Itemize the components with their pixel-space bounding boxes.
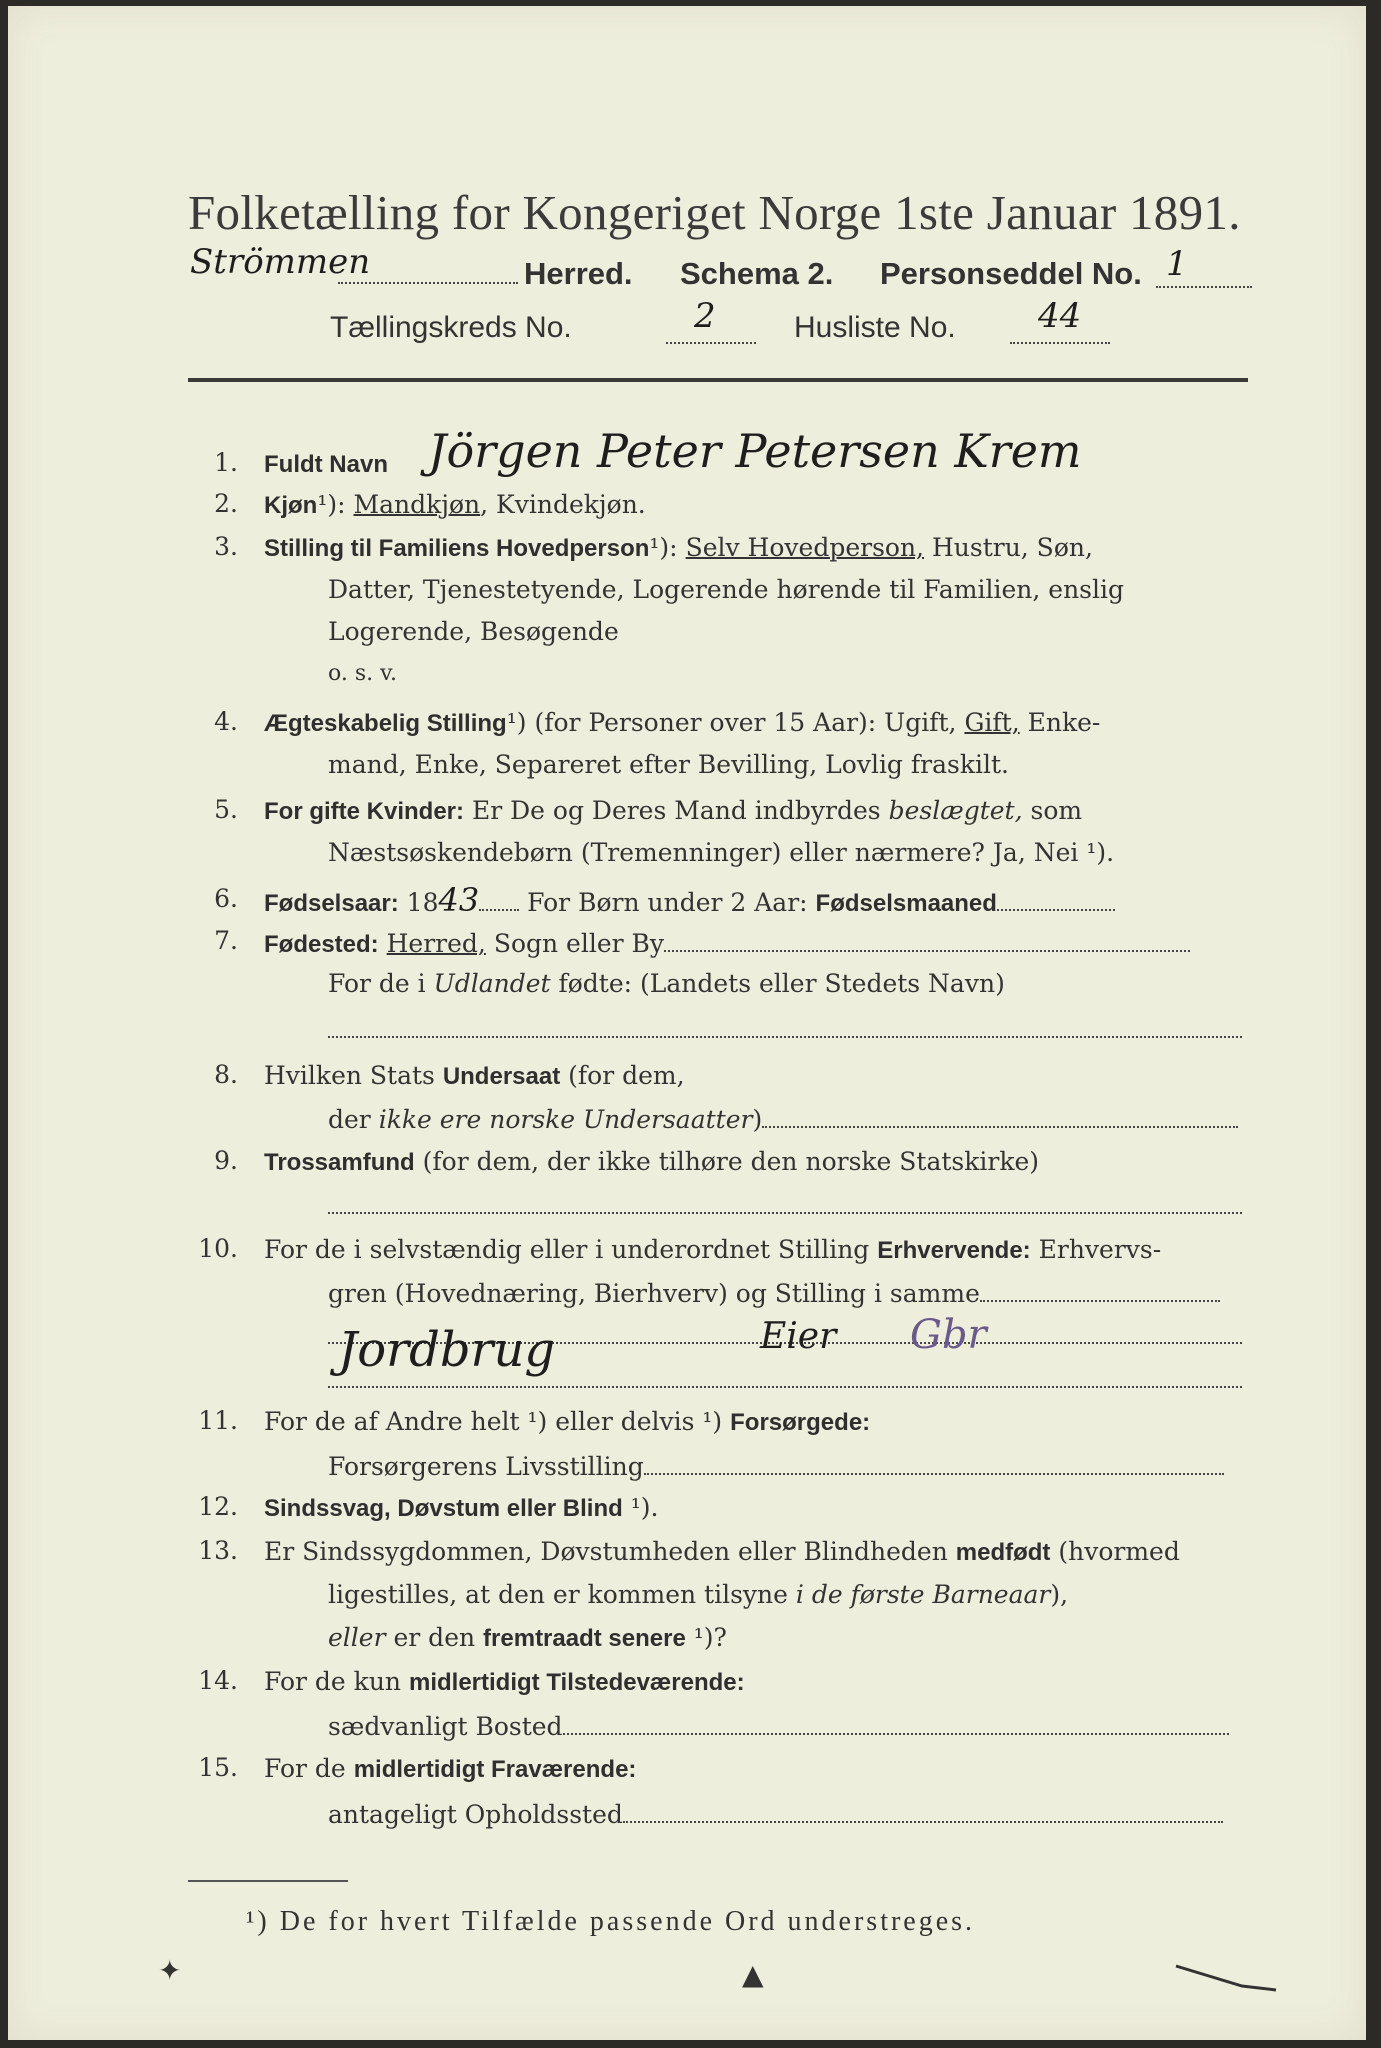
item-number: 4. — [214, 707, 238, 736]
item-number: 10. — [198, 1234, 238, 1263]
item-4-question — [264, 707, 1100, 740]
dotted-line — [980, 1276, 1220, 1302]
question-text: Erhvervs- — [1030, 1235, 1162, 1264]
personseddel-no-handwritten: 1 — [1166, 244, 1188, 284]
question-text: sædvanligt Bosted — [328, 1712, 563, 1741]
item-number: 15. — [198, 1753, 238, 1782]
birthplace-label: Fødested: — [264, 931, 379, 958]
item-13-line-2 — [328, 1579, 1068, 1611]
footnote-rule — [188, 1880, 348, 1882]
occupation-code-handwritten: Gbr — [910, 1312, 987, 1358]
abroad-italic: Udlandet — [433, 969, 551, 998]
footnote-ref: ¹): — [317, 490, 354, 519]
marital-status-label: Ægteskabelig Stilling — [264, 710, 507, 737]
item-number: 2. — [214, 489, 238, 518]
dotted-line — [762, 1102, 1238, 1128]
question-text: gren (Hovednæring, Bierhverv) og Stilling i samme — [328, 1279, 980, 1308]
item-number: 12. — [198, 1492, 238, 1521]
item-10-line-2 — [328, 1276, 1220, 1310]
husliste-label: Husliste No. — [794, 311, 956, 344]
options-text: Enke- — [1019, 708, 1101, 737]
option-female: , Kvindekjøn. — [480, 490, 646, 519]
congenital-label: medfødt — [955, 1539, 1051, 1566]
kreds-line — [666, 342, 756, 344]
question-text: Hvilken Stats — [264, 1061, 443, 1090]
item-number: 9. — [214, 1146, 238, 1175]
item-13-question — [264, 1536, 1180, 1569]
option-male-underlined: Mandkjøn — [353, 490, 481, 519]
item-2-question — [264, 489, 646, 522]
dotted-line — [563, 1709, 1229, 1735]
options-text: Sogn eller By — [485, 929, 665, 958]
dotted-line — [328, 1036, 1242, 1038]
question-text: ), — [1050, 1580, 1069, 1609]
options-text: ¹) (for Personer over 15 Aar): Ugift, — [506, 708, 965, 737]
municipality-handwritten: Strömmen — [190, 242, 371, 282]
dotted-line — [997, 885, 1115, 911]
item-15-line-2 — [328, 1797, 1223, 1831]
early-years-italic: i de første Barneaar — [795, 1580, 1051, 1609]
header-rule — [188, 378, 1248, 382]
dotted-line — [644, 1449, 1224, 1475]
temporarily-absent-label: midlertidigt Fraværende: — [353, 1756, 637, 1783]
item-3-line-2: Datter, Tjenestetyende, Logerende hørende til Familien, enslig — [328, 575, 1125, 604]
item-14-question — [264, 1666, 745, 1699]
question-text: Er Sindssygdommen, Døvstumheden eller Blindheden — [264, 1537, 956, 1566]
question-text: ) — [752, 1105, 763, 1134]
options-text: Hustru, Søn, — [924, 533, 1093, 562]
question-text: Forsørgerens Livsstilling — [328, 1452, 644, 1481]
schema-label: Schema 2. — [680, 256, 834, 291]
full-name-label: Fuldt Navn — [264, 451, 388, 478]
item-9-question — [264, 1146, 1039, 1179]
question-text: er den — [385, 1623, 484, 1652]
item-number: 3. — [214, 532, 238, 561]
personseddel-line — [1156, 286, 1252, 288]
edge-mark — [1172, 1960, 1282, 1996]
question-text: For de af Andre helt ¹) eller delvis ¹) — [264, 1407, 731, 1436]
footnote-ref: ¹)? — [685, 1623, 727, 1652]
item-13-line-3 — [328, 1622, 727, 1655]
or-italic: eller — [328, 1623, 386, 1652]
edge-mark: ▲ — [742, 1958, 764, 1991]
item-5-question — [264, 795, 1082, 828]
item-number: 11. — [198, 1406, 238, 1435]
personseddel-label: Personseddel No. — [880, 256, 1142, 291]
item-number: 7. — [214, 926, 238, 955]
question-text: antageligt Opholdssted — [328, 1800, 623, 1829]
question-text: Er De og Deres Mand indbyrdes — [464, 796, 889, 825]
gender-label: Kjøn — [264, 492, 318, 519]
item-10-question — [264, 1234, 1161, 1267]
birth-month-label: Fødselsmaaned — [815, 890, 997, 917]
question-text: (for dem, — [560, 1061, 685, 1090]
item-11-line-2 — [328, 1449, 1224, 1483]
item-8-question — [264, 1060, 685, 1093]
kreds-no-handwritten: 2 — [694, 296, 716, 336]
edge-mark: ✦ — [158, 1954, 182, 1987]
item-12-question — [264, 1492, 658, 1525]
item-6-question — [264, 881, 1115, 920]
dotted-line — [664, 926, 1190, 952]
question-text: For de kun — [264, 1667, 409, 1696]
religion-label: Trossamfund — [264, 1149, 415, 1176]
municipality-line — [338, 282, 518, 284]
question-text: (for dem, der ikke tilhøre den norske Statskirke) — [414, 1147, 1040, 1176]
not-norwegian-italic: ikke ere norske Undersaatter — [378, 1105, 753, 1134]
item-number: 13. — [198, 1536, 238, 1565]
question-text: For de — [264, 1754, 354, 1783]
disability-label: Sindssvag, Døvstum eller Blind — [264, 1495, 623, 1522]
herred-label: Herred. — [524, 256, 633, 291]
footnote-ref: ¹): — [649, 533, 686, 562]
option-married-underlined: Gift, — [964, 708, 1020, 737]
item-5-line-2: Næstsøskendebørn (Tremenninger) eller nærmere? Ja, Nei ¹). — [328, 838, 1115, 867]
family-position-label: Stilling til Familiens Hovedperson — [264, 535, 650, 562]
item-4-line-2: mand, Enke, Separeret efter Bevilling, Lovlig fraskilt. — [328, 750, 1009, 779]
dotted-line — [623, 1797, 1223, 1823]
question-text: For de i — [328, 969, 434, 998]
temporarily-present-label: midlertidigt Tilstedeværende: — [408, 1669, 745, 1696]
form-title: Folketælling for Kongeriget Norge 1ste Januar 1891. — [188, 185, 1241, 240]
item-14-line-2 — [328, 1709, 1229, 1743]
item-7-question — [264, 926, 1190, 961]
question-text: For de i selvstændig eller i underordnet Stilling — [264, 1235, 878, 1264]
birth-year-label: Fødselsaar: — [264, 890, 399, 917]
item-3-question — [264, 532, 1093, 565]
option-head-underlined: Selv Hovedperson, — [685, 533, 925, 562]
question-text: ligestilles, at den er kommen tilsyne — [328, 1580, 796, 1609]
item-number: 6. — [214, 884, 238, 913]
item-15-question — [264, 1753, 636, 1786]
footnote-ref: ¹). — [622, 1493, 659, 1522]
item-3-line-4: o. s. v. — [328, 661, 397, 686]
item-number: 8. — [214, 1060, 238, 1089]
question-text: (hvormed — [1050, 1537, 1180, 1566]
year-prefix: 18 — [398, 888, 439, 917]
subject-label: Undersaat — [442, 1063, 561, 1090]
dotted-line — [479, 885, 519, 911]
footnote: ¹) De for hvert Tilfælde passende Ord understreges. — [246, 1906, 976, 1937]
occupation-label: Erhvervende: — [877, 1237, 1031, 1264]
item-number: 1. — [214, 448, 238, 477]
item-number: 5. — [214, 795, 238, 824]
occupation-handwritten: Jordbrug — [338, 1322, 556, 1378]
later-onset-label: fremtraadt senere — [483, 1625, 686, 1652]
question-text: som — [1022, 796, 1083, 825]
occupation-status-handwritten: Eier — [760, 1316, 837, 1357]
birth-year-handwritten: 43 — [438, 881, 480, 919]
question-text: der — [328, 1105, 379, 1134]
related-italic: beslægtet, — [888, 796, 1023, 825]
item-1-question — [264, 448, 388, 481]
married-women-label: For gifte Kvinder: — [264, 798, 465, 825]
dotted-line — [328, 1212, 1242, 1214]
item-7-line-2 — [328, 968, 1005, 1000]
kreds-label: Tællingskreds No. — [330, 311, 572, 344]
question-text: For Børn under 2 Aar: — [519, 888, 816, 917]
dotted-line — [328, 1386, 1242, 1388]
item-number: 14. — [198, 1666, 238, 1695]
item-11-question — [264, 1406, 870, 1439]
husliste-no-handwritten: 44 — [1038, 296, 1082, 336]
full-name-handwritten: Jörgen Peter Petersen Krem — [428, 424, 1082, 478]
supported-label: Forsørgede: — [730, 1409, 871, 1436]
option-herred-underlined: Herred, — [386, 929, 486, 958]
item-8-line-2 — [328, 1102, 1238, 1136]
item-3-line-3: Logerende, Besøgende — [328, 617, 619, 646]
question-text: fødte: (Landets eller Stedets Navn) — [550, 969, 1005, 998]
husliste-line — [1010, 342, 1110, 344]
census-form — [8, 6, 1366, 2040]
